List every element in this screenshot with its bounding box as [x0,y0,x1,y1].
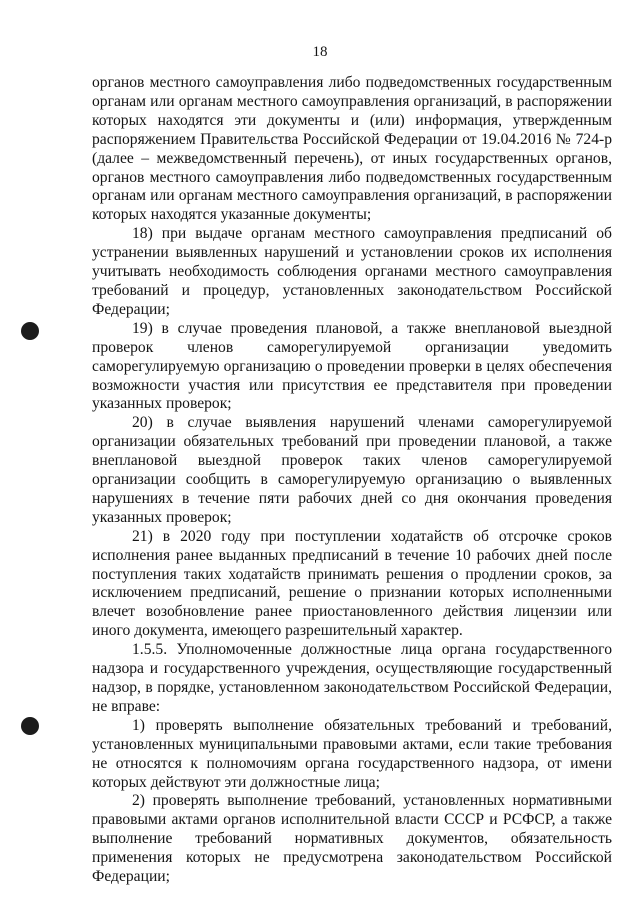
paragraph-item-20: 20) в случае выявления нарушений членами саморегулируемой организации обязательных требований при проведении плановой, а также внеплановой выездной проверок таких членов саморегулируемой организации сообщить в саморегулируемую организацию о выявленных нарушениях в течение пяти рабочих дней со дня окончания проведения указанных проверок; [92,414,612,526]
paragraph-item-21: 21) в 2020 году при поступлении ходатайств об отсрочке сроков исполнения ранее выданных предписаний в течение 10 рабочих дней после поступления таких ходатайств принимать решения о продлении сроков, за исключением предписаний, решение о признании которых исполненными влечет возобновление ранее приостановленного действия лицензии или иного документа, имеющего разрешительный характер. [92,527,612,640]
punch-hole [21,717,39,735]
paragraph-item-19: 19) в случае проведения плановой, а также внеплановой выездной проверок членов саморегулируемой организации уведомить саморегулируемую организацию о проведении проверки в целях обеспечения возможности участия или присутствия ее представителя при проведении указанных проверок; [92,319,612,413]
page-number: 18 [312,44,328,60]
document-body [92,74,612,887]
paragraph-section-1-5-5: 1.5.5. Уполномоченные должностные лица органа государственного надзора и государственного учреждения, осуществляющие государственный надзор, в порядке, установленном законодательством Российской Федерации, не вправе: [92,641,612,715]
paragraph-item-18: 18) при выдаче органам местного самоуправления предписаний об устранении выявленных нарушений и установлении сроков их исполнения учитывать необходимость соблюдения органами местного самоуправления требований и процедур, установленных законодательством Российской Федерации; [92,225,612,318]
paragraph-item-2: 2) проверять выполнение требований, установленных нормативными правовыми актами органов исполнительной власти СССР и РСФСР, а также выполнение требований нормативных документов, обязательность применения которых не предусмотрена законодательством Российской Федерации; [92,792,612,886]
paragraph-item-1: 1) проверять выполнение обязательных требований и требований, установленных муниципальными правовыми актами, если такие требования не относятся к полномочиям органа государственного надзора, от имени которых действуют эти должностные лица; [92,716,612,791]
paragraph-continuation: органов местного самоуправления либо подведомственных государственным органам или органам местного самоуправления организаций, в распоряжении которых находятся эти документы и (или) информация, утвержденным распоряжением Правительства Российской Федерации от 19.04.2016 № 724-р (далее – межведомственный перечень), от иных государственных органов, органов местного самоуправления либо подведомственных государственным органам или органам местного самоуправления организаций, в распоряжении которых находятся указанные документы; [92,74,612,224]
punch-hole [21,322,39,340]
